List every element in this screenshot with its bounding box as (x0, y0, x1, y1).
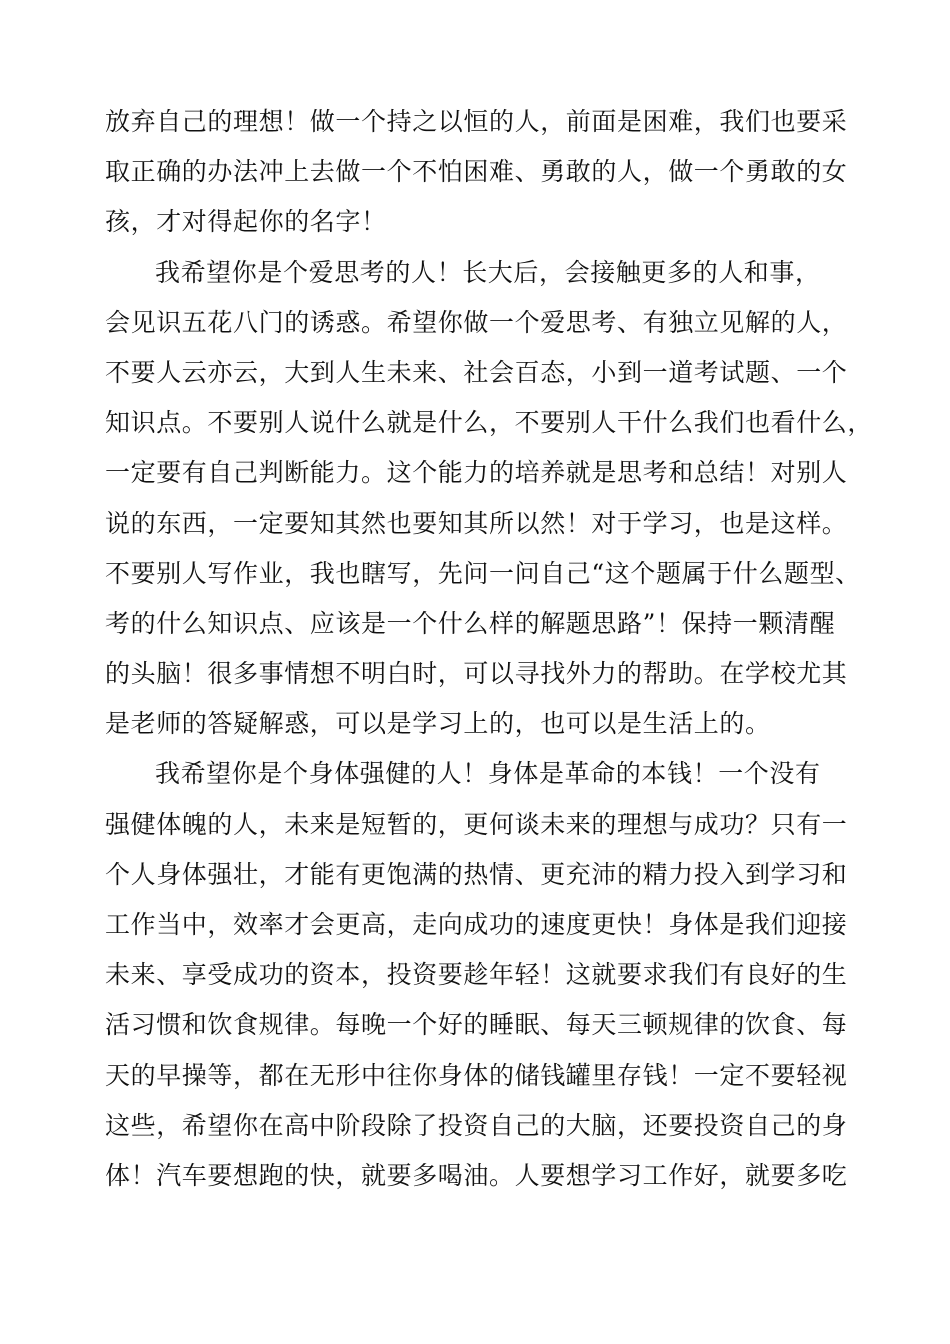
text-line-7: 知识点。不要别人说什么就是什么，不要别人干什么我们也看什么， (105, 408, 874, 438)
text-line-3: 孩，才对得起你的名字！ (105, 207, 387, 237)
text-line-11: 考的什么知识点、应该是一个什么样的解题思路”！保持一颗清醒 (105, 608, 836, 638)
text-line-13: 是老师的答疑解惑，可以是学习上的，也可以是生活上的。 (105, 709, 771, 739)
text-line-19: 活习惯和饮食规律。每晚一个好的睡眠、每天三顿规律的饮食、每 (105, 1010, 848, 1040)
body-text (105, 97, 874, 1201)
text-line-9: 说的东西，一定要知其然也要知其所以然！对于学习，也是这样。 (105, 508, 848, 538)
text-line-6: 不要人云亦云，大到人生未来、社会百态，小到一道考试题、一个 (105, 357, 848, 387)
text-line-22: 体！汽车要想跑的快，就要多喝油。人要想学习工作好，就要多吃 (105, 1160, 848, 1190)
paragraph-start-line-14: 我希望你是个身体强健的人！身体是革命的本钱！一个没有 (155, 759, 821, 789)
text-line-10: 不要别人写作业，我也瞎写，先问一问自己“这个题属于什么题型、 (105, 558, 861, 588)
text-line-17: 工作当中，效率才会更高，走向成功的速度更快！身体是我们迎接 (105, 910, 848, 939)
text-line-1: 放弃自己的理想！做一个持之以恒的人，前面是困难，我们也要采 (105, 107, 848, 136)
text-line-15: 强健体魄的人，未来是短暂的，更何谈未来的理想与成功？只有一 (105, 809, 848, 839)
text-line-20: 天的早操等，都在无形中往你身体的储钱罐里存钱！一定不要轻视 (105, 1060, 848, 1090)
text-line-16: 个人身体强壮，才能有更饱满的热情、更充沛的精力投入到学习和 (105, 859, 848, 889)
text-line-8: 一定要有自己判断能力。这个能力的培养就是思考和总结！对别人 (105, 458, 848, 488)
paragraph-start-line-4: 我希望你是个爱思考的人！长大后，会接触更多的人和事， (155, 257, 821, 287)
text-line-21: 这些，希望你在高中阶段除了投资自己的大脑，还要投资自己的身 (105, 1110, 848, 1140)
text-line-18: 未来、享受成功的资本，投资要趁年轻！这就要求我们有良好的生 (105, 960, 848, 990)
text-line-12: 的头脑！很多事情想不明白时，可以寻找外力的帮助。在学校尤其 (105, 659, 848, 689)
text-line-2: 取正确的办法冲上去做一个不怕困难、勇敢的人，做一个勇敢的女 (105, 157, 848, 187)
text-line-5: 会见识五花八门的诱惑。希望你做一个爱思考、有独立见解的人， (105, 307, 848, 337)
